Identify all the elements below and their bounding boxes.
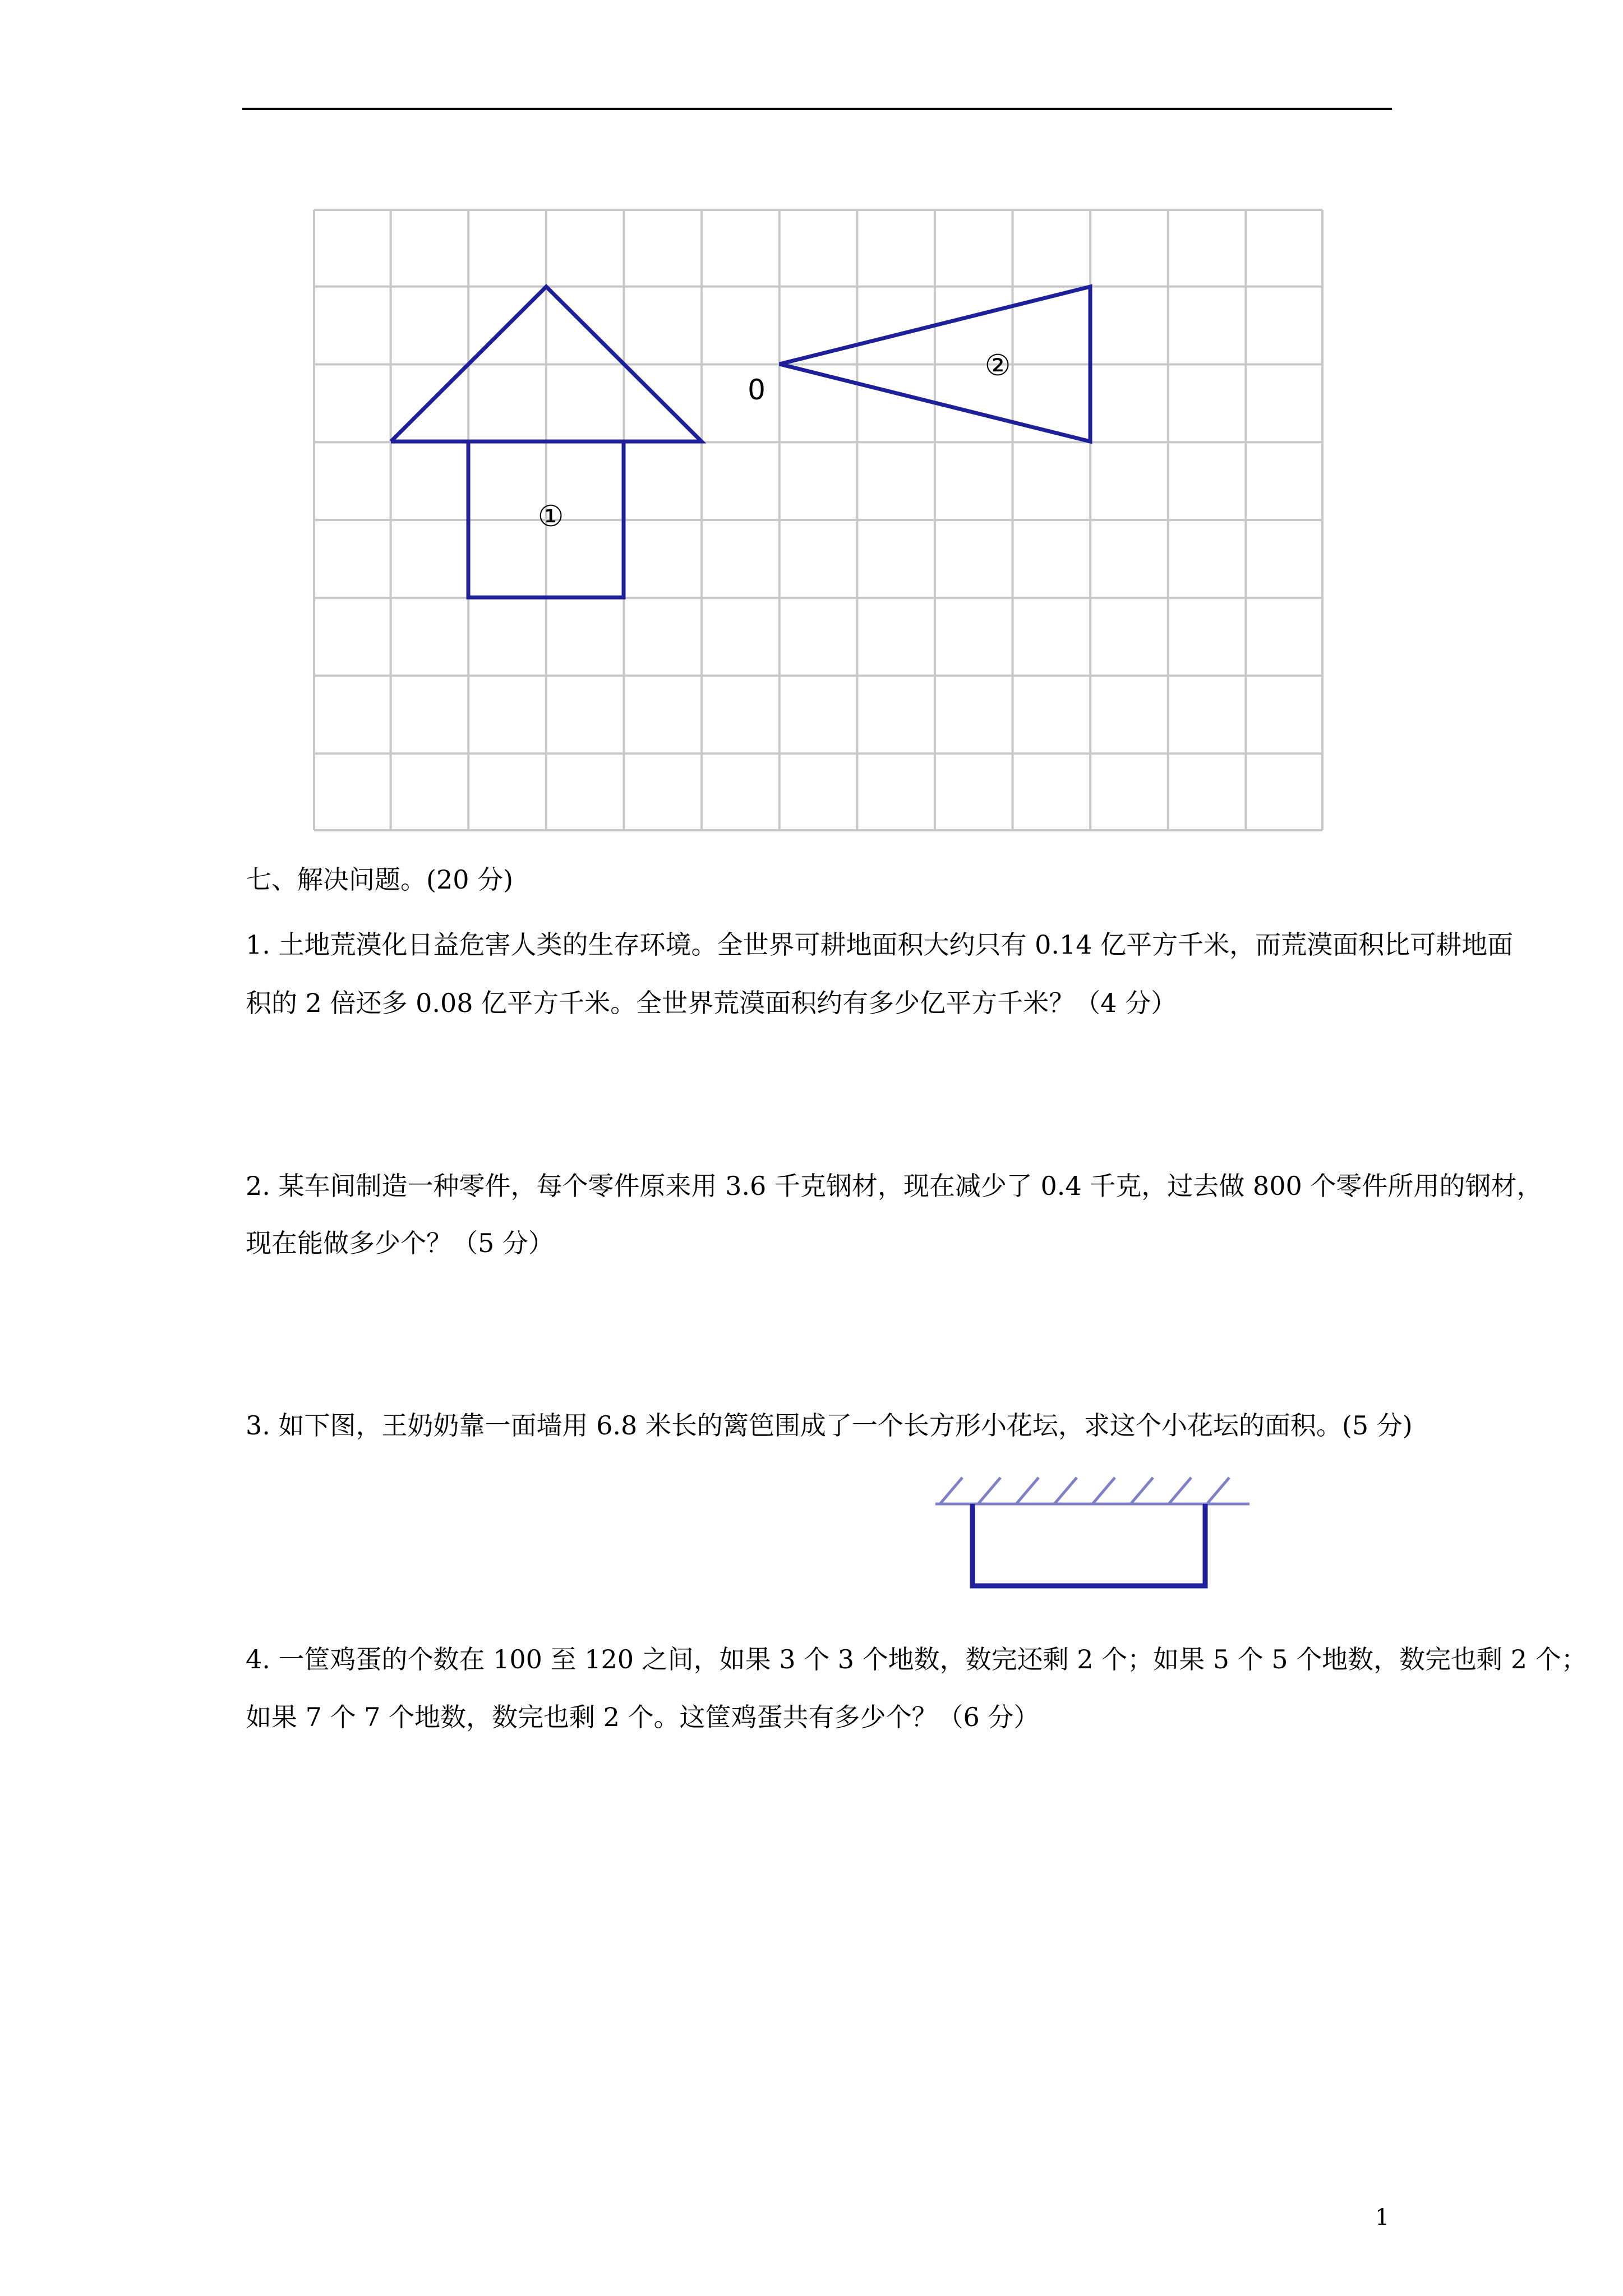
question-2-line-1: 2. 某车间制造一种零件，每个零件原来用 3.6 千克钢材，现在减少了 0.4 千克，过去做 800 个零件所用的钢材， <box>246 1171 1543 1201</box>
question-1-line-2: 积的 2 倍还多 0.08 亿平方千米。全世界荒漠面积约有多少亿平方千米？（4 分） <box>246 988 1177 1018</box>
wall-hatch-stroke <box>1169 1478 1191 1504</box>
wall-hatch-stroke <box>1054 1478 1077 1504</box>
wall-hatching <box>940 1478 1229 1504</box>
page-number: 1 <box>1375 2205 1390 2230</box>
section-title: 七、解决问题。(20 分) <box>246 864 514 895</box>
shape2-label: ② <box>984 349 1011 383</box>
grid-figure <box>313 209 1324 831</box>
fence-wall-figure <box>935 1470 1262 1593</box>
question-1-line-1: 1. 土地荒漠化日益危害人类的生存环境。全世界可耕地面积大约只有 0.14 亿平方千米，而荒漠面积比可耕地面 <box>246 930 1514 960</box>
shape1-label: ① <box>537 500 564 533</box>
grid-lines <box>314 210 1322 830</box>
wall-hatch-stroke <box>1207 1478 1229 1504</box>
wall-hatch-stroke <box>1016 1478 1039 1504</box>
header-rule <box>242 108 1392 110</box>
question-4-line-2: 如果 7 个 7 个地数，数完也剩 2 个。这筐鸡蛋共有多少个？（6 分） <box>246 1702 1040 1732</box>
question-4-line-1: 4. 一筐鸡蛋的个数在 100 至 120 之间，如果 3 个 3 个地数，数完还剩 2 个；如果 5 个 5 个地数，数完也剩 2 个； <box>246 1644 1587 1674</box>
point-o-label: 0 <box>748 374 766 406</box>
wall-hatch-stroke <box>978 1478 1000 1504</box>
wall-hatch-stroke <box>1131 1478 1153 1504</box>
fence-rectangle <box>972 1504 1205 1586</box>
wall-hatch-stroke <box>940 1478 962 1504</box>
question-2-line-2: 现在能做多少个？（5 分） <box>246 1228 554 1258</box>
wall-hatch-stroke <box>1092 1478 1115 1504</box>
question-3-line-1: 3. 如下图，王奶奶靠一面墙用 6.8 米长的篱笆围成了一个长方形小花坛，求这个小花坛的面积。(5 分) <box>246 1410 1413 1441</box>
